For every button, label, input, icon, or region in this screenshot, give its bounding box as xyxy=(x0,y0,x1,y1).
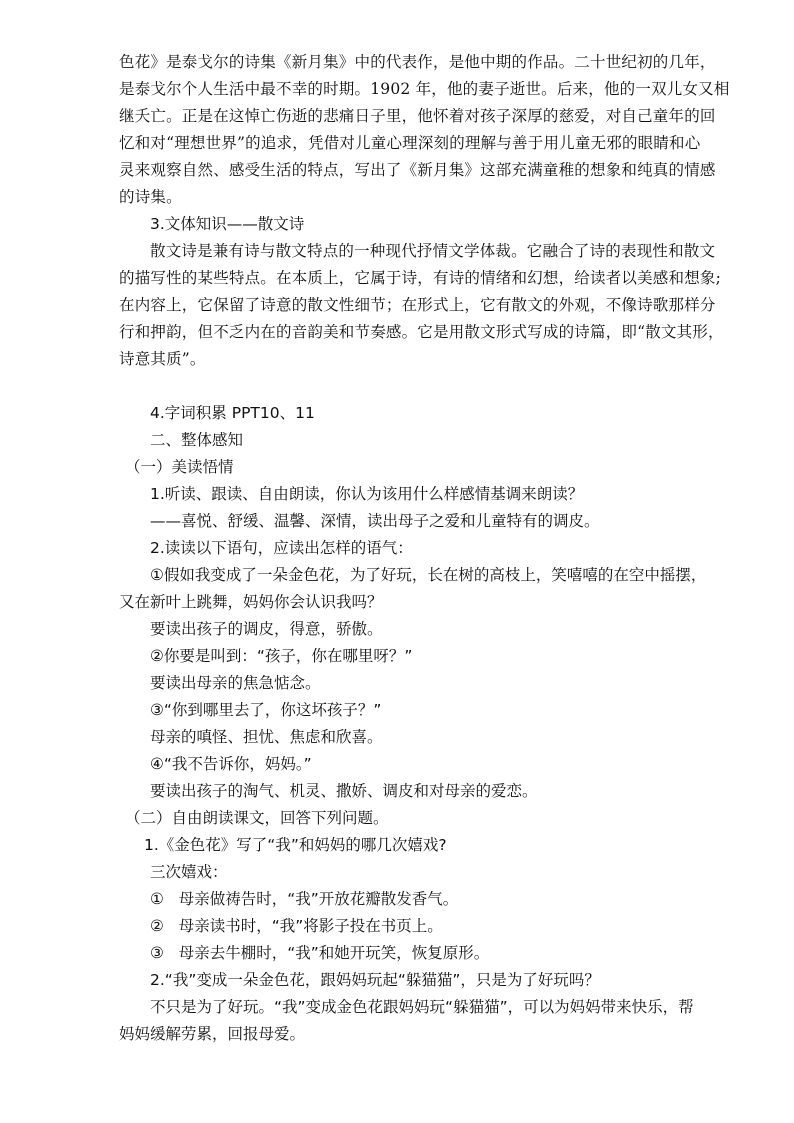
list-item xyxy=(119,940,679,967)
main-content xyxy=(119,400,707,1048)
question: 1.听读、跟读、自由朗读，你认为该用什么样感情基调来朗读？ xyxy=(150,485,584,503)
answer: 要读出母亲的焦急惦念。 xyxy=(150,674,321,692)
answer: 三次嬉戏： xyxy=(150,863,228,881)
question: 2.“我”变成一朵金色花，跟妈妈玩起“躲猫猫”，只是为了好玩吗？ xyxy=(150,971,600,989)
sentence: ③“你到哪里去了，你这坏孩子？” xyxy=(150,701,382,719)
list-text: 母亲读书时，“我”将影子投在书页上。 xyxy=(178,917,443,935)
intro-line: 继夭亡。正是在这悼亡伤逝的悲痛日子里，他怀着对孩子深厚的慈爱，对自己童年的回 xyxy=(119,107,716,125)
body-line: 散文诗是兼有诗与散文特点的一种现代抒情文学体裁。它融合了诗的表现性和散文 xyxy=(150,242,716,260)
answer: 要读出孩子的淘气、机灵、撒娇、调皮和对母亲的爱恋。 xyxy=(150,782,538,800)
answer: 要读出孩子的调皮，得意，骄傲。 xyxy=(150,620,383,638)
list-text: 母亲做祷告时，“我”开放花瓣散发香气。 xyxy=(178,890,459,908)
intro-paragraph xyxy=(119,49,730,211)
body-line: 诗意其质”。 xyxy=(119,350,206,368)
body-line: 在内容上，它保留了诗意的散文性细节；在形式上，它有散文的外观，不像诗歌那样分 xyxy=(119,296,716,314)
section-3 xyxy=(119,211,679,238)
intro-line: 是泰戈尔个人生活中最不幸的时期。1902 年，他的妻子逝世。后来，他的一双儿女又相 xyxy=(119,80,730,98)
answer: 妈妈缓解劳累，回报母爱。 xyxy=(119,1025,306,1043)
sentence: 又在新叶上跳舞，妈妈你会认识我吗？ xyxy=(119,593,383,611)
answer: 不只是为了好玩。“我”变成金色花跟妈妈玩“躲猫猫”，可以为妈妈带来快乐，帮 xyxy=(150,998,694,1016)
intro-line: 色花》是泰戈尔的诗集《新月集》中的代表作，是他中期的作品。二十世纪初的几年， xyxy=(119,53,716,71)
intro-line: 的诗集。 xyxy=(119,188,182,206)
question: 2.读读以下语句，应读出怎样的语气： xyxy=(150,539,413,557)
intro-line: 忆和对“理想世界”的追求，凭借对儿童心理深刻的理解与善于用儿童无邪的眼睛和心 xyxy=(119,134,701,152)
sub-heading: （二）自由朗读课文，回答下列问题。 xyxy=(125,809,389,827)
list-item xyxy=(119,886,679,913)
sentence: ②你要是叫到：“孩子，你在哪里呀？” xyxy=(150,647,413,665)
part-heading: 二、整体感知 xyxy=(150,431,244,449)
list-number: ③ xyxy=(150,944,164,962)
intro-line: 灵来观察自然、感受生活的特点，写出了《新月集》这部充满童稚的想象和纯真的情感 xyxy=(119,161,716,179)
sub-heading: （一）美读悟情 xyxy=(125,458,234,476)
list-number: ① xyxy=(150,890,164,908)
body-line: 行和押韵，但不乏内在的音韵美和节奏感。它是用散文形式写成的诗篇，即“散文其形， xyxy=(119,323,724,341)
sentence: ④“我不告诉你，妈妈。” xyxy=(150,755,312,773)
list-text: 母亲去牛棚时，“我”和她开玩笑，恢复原形。 xyxy=(178,944,490,962)
body-line: 的描写性的某些特点。在本质上，它属于诗，有诗的情绪和幻想，给读者以美感和想象; xyxy=(119,269,722,287)
list-number: ② xyxy=(150,917,164,935)
section-heading: 4.字词积累 PPT10、11 xyxy=(150,404,315,422)
section-heading: 3.文体知识——散文诗 xyxy=(150,215,305,233)
answer: 母亲的嗔怪、担忧、焦虑和欣喜。 xyxy=(150,728,383,746)
question: 1.《金色花》写了“我”和妈妈的哪几次嬉戏? xyxy=(144,836,447,854)
answer: ——喜悦、舒缓、温馨、深情，读出母子之爱和儿童特有的调皮。 xyxy=(150,512,600,530)
section-3-body xyxy=(119,238,724,373)
list-item xyxy=(119,913,679,940)
sentence: ①假如我变成了一朵金色花，为了好玩，长在树的高枝上，笑嘻嘻的在空中摇摆， xyxy=(150,566,707,584)
